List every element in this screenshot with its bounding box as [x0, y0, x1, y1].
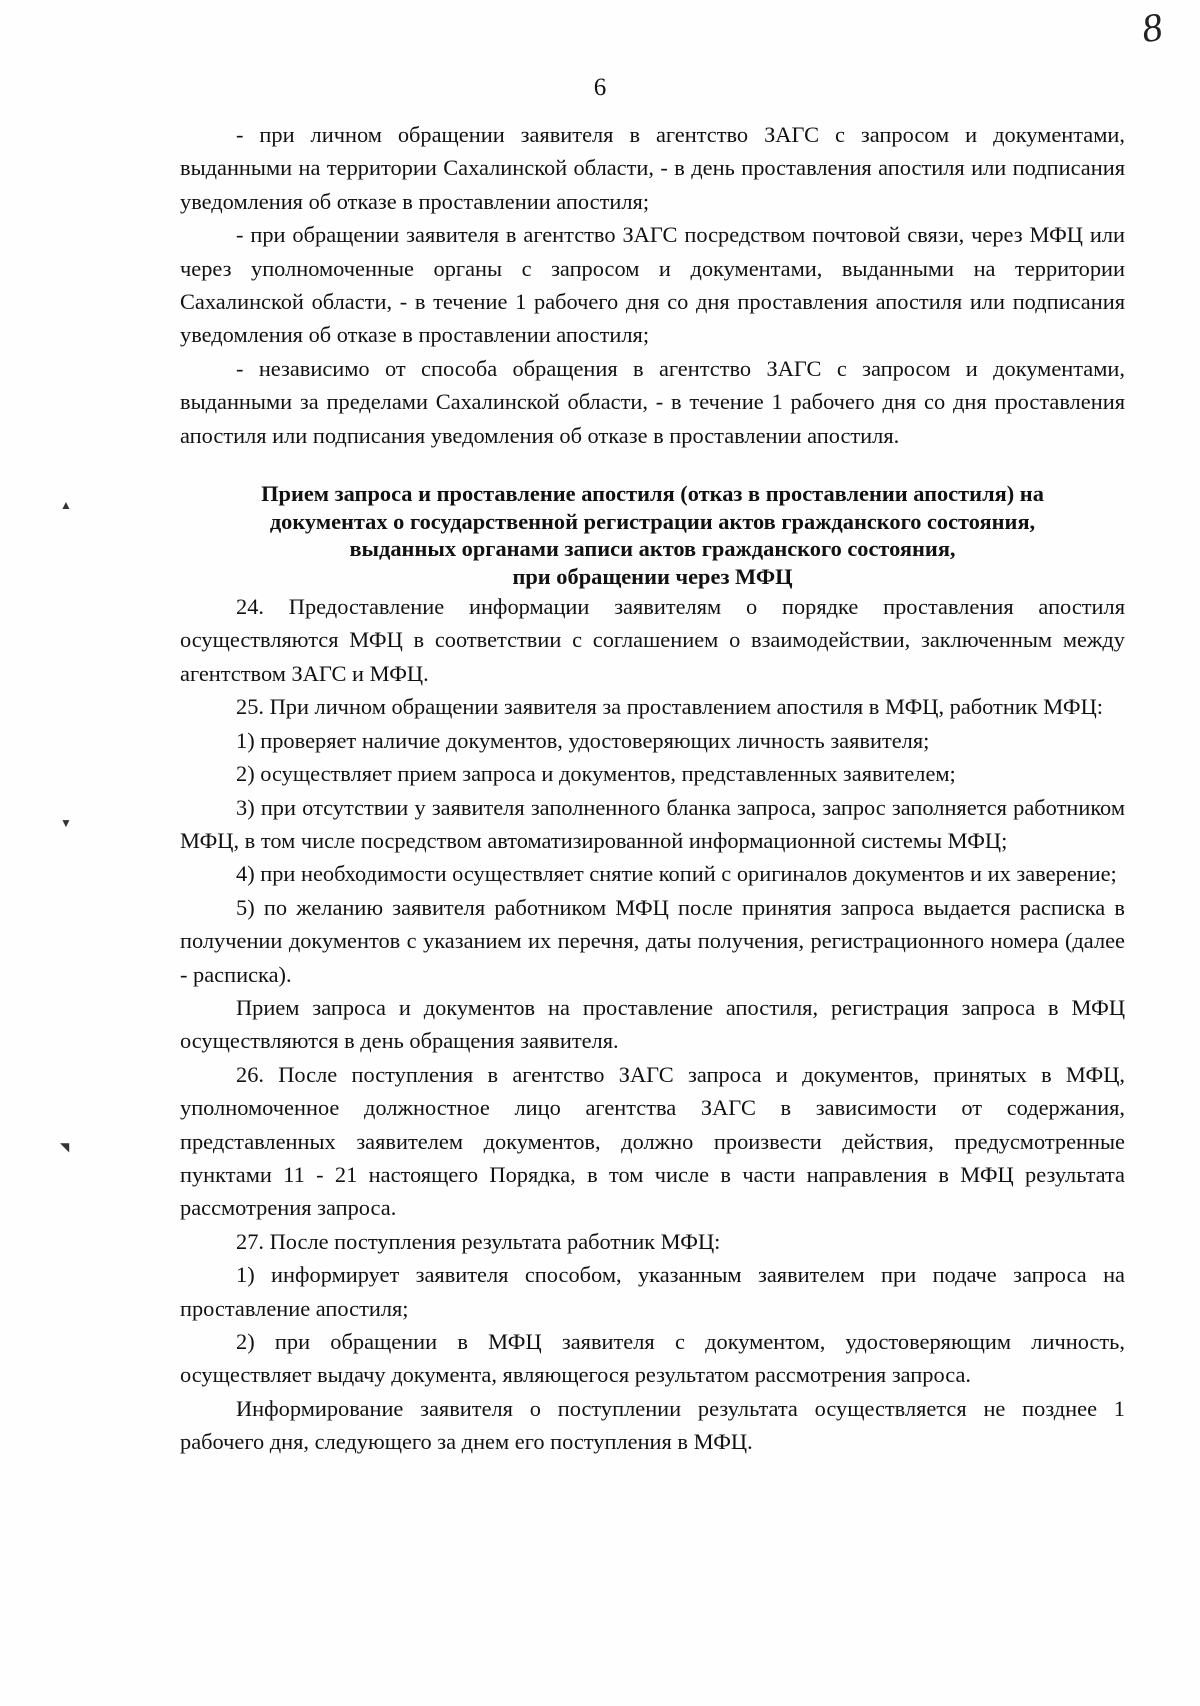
- section-heading: [180, 480, 1125, 590]
- clause-26: 26. После поступления в агентство ЗАГС запроса и документов, принятых в МФЦ, уполномоченное должностное лицо агентства ЗАГС в зависимости от содержания, представленных заявителем документов, должно произвести действия, предусмотренные пунктами 11 - 21 настоящего Порядка, в том числе в части направления в МФЦ результата рассмотрения запроса.: [180, 1061, 1125, 1221]
- clause-24: 24. Предоставление информации заявителям о порядке проставления апостиля осуществляются МФЦ в соответствии с соглашением о взаимодействии, заключенным между агентством ЗАГС и МФЦ.: [180, 594, 1125, 686]
- intro-paragraph: - при личном обращении заявителя в агентство ЗАГС с запросом и документами, выданными на территории Сахалинской области, - в день проставления апостиля или подписания уведомления об отказе в проставлении апостиля;: [180, 122, 1125, 214]
- clause-27-note: Информирование заявителя о поступлении результата осуществляется не позднее 1 рабочего дня, следующего за днем его поступления в МФЦ.: [180, 1395, 1125, 1455]
- clause-27: 27. После поступления результата работник МФЦ:: [236, 1228, 721, 1254]
- clause-25-note: Прием запроса и документов на проставление апостиля, регистрация запроса в МФЦ осуществляются в день обращения заявителя.: [180, 994, 1125, 1054]
- margin-punch-mark: ▲: [60, 498, 72, 512]
- section-heading-line: при обращении через МФЦ: [512, 563, 793, 589]
- clause-27-item-1: 1) информирует заявителя способом, указанным заявителем при подаче запроса на проставление апостиля;: [180, 1262, 1125, 1321]
- margin-punch-mark: ◥: [60, 1140, 70, 1154]
- clause-25-item-1: 1) проверяет наличие документов, удостоверяющих личность заявителя;: [236, 727, 930, 753]
- clause-25-item-4: 4) при необходимости осуществляет снятие копий с оригиналов документов и их заверение;: [236, 861, 1117, 887]
- document-body: [180, 118, 1125, 1459]
- section-heading-line: выданных органами записи актов гражданского состояния,: [349, 536, 956, 562]
- clause-25-item-5: 5) по желанию заявителя работником МФЦ после принятия запроса выдается расписка в получении документов с указанием их перечня, даты получения, регистрационного номера (далее - расписка).: [180, 894, 1125, 987]
- page-number: 6: [593, 74, 607, 101]
- clause-27-item-2: 2) при обращении в МФЦ заявителя с документом, удостоверяющим личность, осуществляет выдачу документа, являющегося результатом рассмотрения запроса.: [180, 1329, 1125, 1388]
- procedure-section: [180, 590, 1125, 1459]
- intro-paragraph: - при обращении заявителя в агентство ЗАГС посредством почтовой связи, через МФЦ или через уполномоченные органы с запросом и документами, выданными на территории Сахалинской области, - в течение 1 рабочего дня со дня проставления апостиля или подписания уведомления об отказе в проставлении апостиля;: [180, 222, 1125, 348]
- clause-25: 25. При личном обращении заявителя за проставлением апостиля в МФЦ, работник МФЦ:: [236, 694, 1103, 720]
- intro-paragraph: - независимо от способа обращения в агентство ЗАГС с запросом и документами, выданными за пределами Сахалинской области, - в течение 1 рабочего дня со дня проставления апостиля или подписания уведомления об отказе в проставлении апостиля.: [180, 355, 1125, 448]
- clause-25-item-2: 2) осуществляет прием запроса и документов, представленных заявителем;: [236, 761, 956, 787]
- margin-punch-mark: ▼: [60, 816, 72, 830]
- handwritten-sheet-number: 8: [1138, 3, 1166, 52]
- section-heading-line: документах о государственной регистрации актов гражданского состояния,: [269, 508, 1036, 534]
- intro-section: [180, 118, 1125, 452]
- section-heading-line: Прием запроса и проставление апостиля (отказ в проставлении апостиля) на: [261, 481, 1044, 507]
- clause-25-item-3: 3) при отсутствии у заявителя заполненного бланка запроса, запрос заполняется работником МФЦ, в том числе посредством автоматизированной информационной системы МФЦ;: [180, 794, 1125, 853]
